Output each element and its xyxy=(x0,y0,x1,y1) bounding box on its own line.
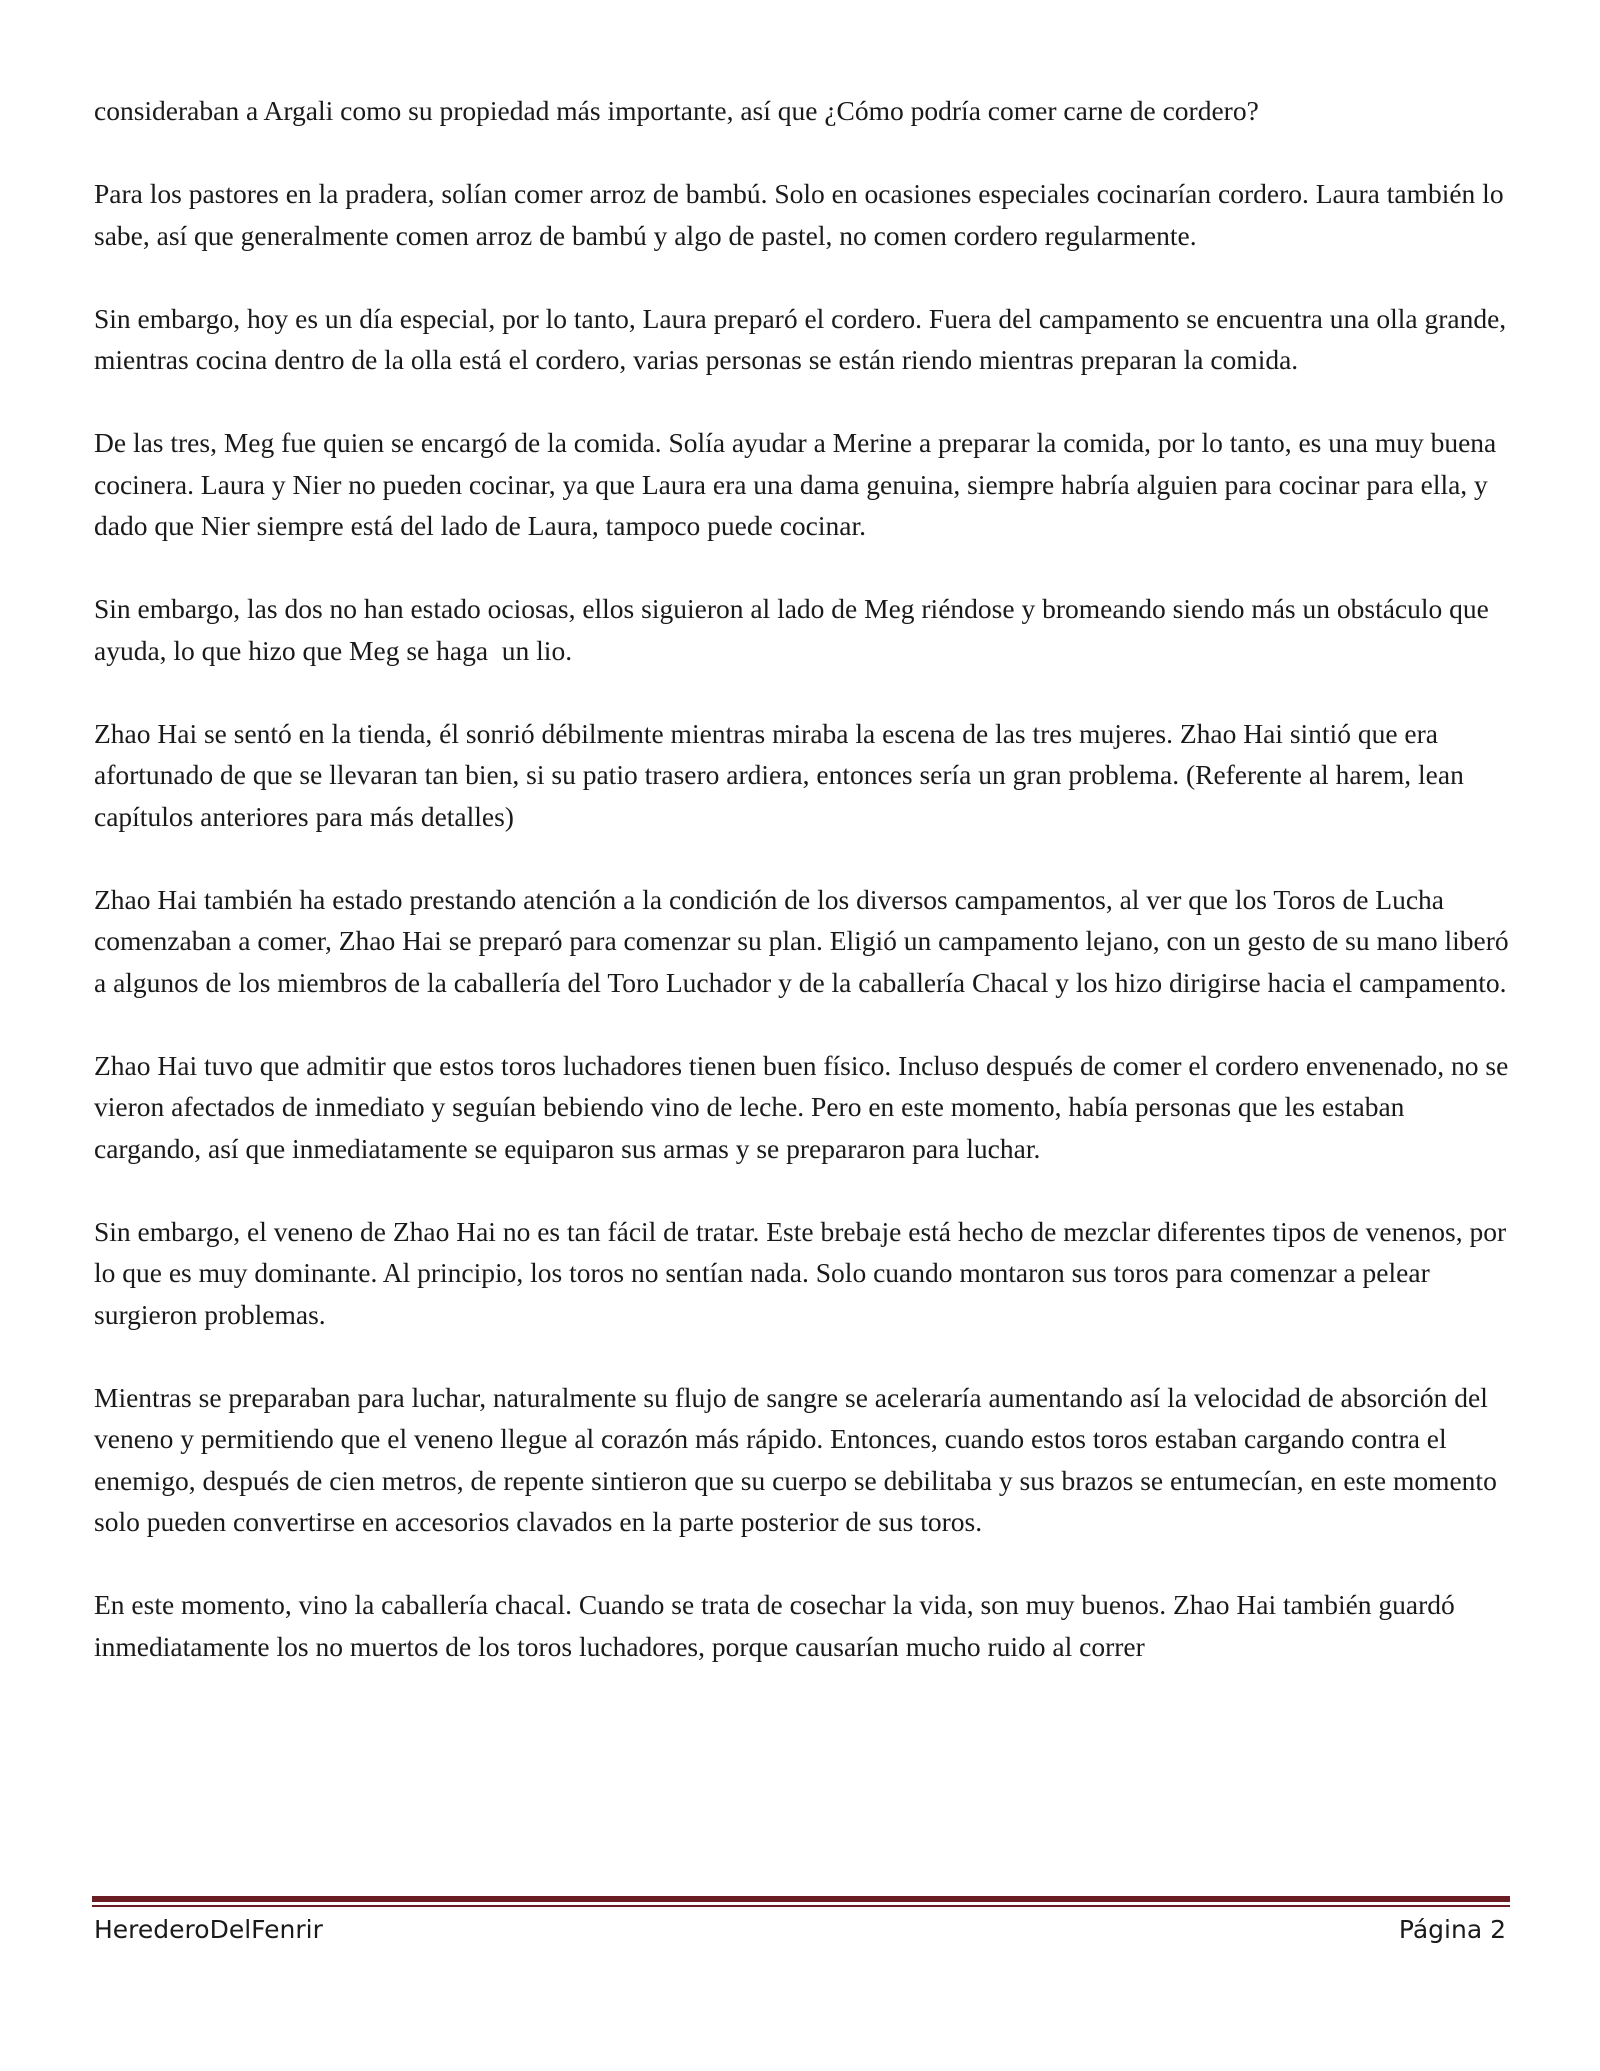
footer-author: HerederoDelFenrir xyxy=(94,1915,323,1944)
paragraph: Zhao Hai se sentó en la tienda, él sonrió débilmente mientras miraba la escena de las tres mujeres. Zhao Hai sintió que era afortunado de que se llevaran tan bien, si su patio trasero ardiera, entonces sería un gran problema. (Referente al harem, lean capítulos anteriores para más detalles) xyxy=(94,717,1471,832)
paragraph: Sin embargo, hoy es un día especial, por lo tanto, Laura preparó el cordero. Fuera del campamento se encuentra una olla grande, mientras cocina dentro de la olla está el cordero, varias personas se están riendo mientras preparan la comida. xyxy=(94,302,1514,375)
paragraph: De las tres, Meg fue quien se encargó de la comida. Solía ayudar a Merine a preparar la comida, por lo tanto, es una muy buena cocinera. Laura y Nier no pueden cocinar, ya que Laura era una dama genuina, siempre habría alguien para cocinar para ella, y dado que Nier siempre está del lado de Laura, tampoco puede cocinar. xyxy=(94,427,1504,541)
document-body xyxy=(94,90,1514,1667)
footer-divider xyxy=(92,1896,1510,1907)
paragraph: Mientras se preparaban para luchar, naturalmente su flujo de sangre se aceleraría aumentando así la velocidad de absorción del veneno y permitiendo que el veneno llegue al corazón más rápido. Entonces, cuando estos toros estaban cargando contra el enemigo, después de cien metros, de repente sintieron que su cuerpo se debilitaba y sus brazos se entumecían, en este momento solo pueden convertirse en accesorios clavados en la parte posterior de sus toros. xyxy=(94,1381,1504,1537)
paragraph: Para los pastores en la pradera, solían comer arroz de bambú. Solo en ocasiones especiales cocinarían cordero. Laura también lo sabe, así que generalmente comen arroz de bambú y algo de pastel, no comen cordero regularmente. xyxy=(94,178,1511,251)
paragraph: consideraban a Argali como su propiedad más importante, así que ¿Cómo podría comer carne de cordero? xyxy=(94,95,1259,126)
paragraph: Sin embargo, las dos no han estado ociosas, ellos siguieron al lado de Meg riéndose y bromeando siendo más un obstáculo que ayuda, lo que hizo que Meg se haga un lio. xyxy=(94,593,1496,666)
paragraph: Zhao Hai tuvo que admitir que estos toros luchadores tienen buen físico. Incluso después de comer el cordero envenenado, no se vieron afectados de inmediato y seguían bebiendo vino de leche. Pero en este momento, había personas que les estaban cargando, así que inmediatamente se equiparon sus armas y se prepararon para luchar. xyxy=(94,1049,1516,1164)
paragraph: Sin embargo, el veneno de Zhao Hai no es tan fácil de tratar. Este brebaje está hecho de mezclar diferentes tipos de venenos, por lo que es muy dominante. Al principio, los toros no sentían nada. Solo cuando montaron sus toros para comenzar a pelear surgieron problemas. xyxy=(94,1215,1514,1330)
paragraph: En este momento, vino la caballería chacal. Cuando se trata de cosechar la vida, son muy buenos. Zhao Hai también guardó inmediatamente los no muertos de los toros luchadores, porque causarían mucho ruido al correr xyxy=(94,1589,1462,1662)
footer-page-number: Página 2 xyxy=(1398,1915,1506,1944)
footer-divider-thin-line xyxy=(92,1905,1510,1907)
footer-divider-thick-line xyxy=(92,1896,1510,1902)
paragraph: Zhao Hai también ha estado prestando atención a la condición de los diversos campamentos, al ver que los Toros de Lucha comenzaban a comer, Zhao Hai se preparó para comenzar su plan. Eligió un campamento lejano, con un gesto de su mano liberó a algunos de los miembros de la caballería del Toro Luchador y de la caballería Chacal y los hizo dirigirse hacia el campamento. xyxy=(94,883,1516,998)
